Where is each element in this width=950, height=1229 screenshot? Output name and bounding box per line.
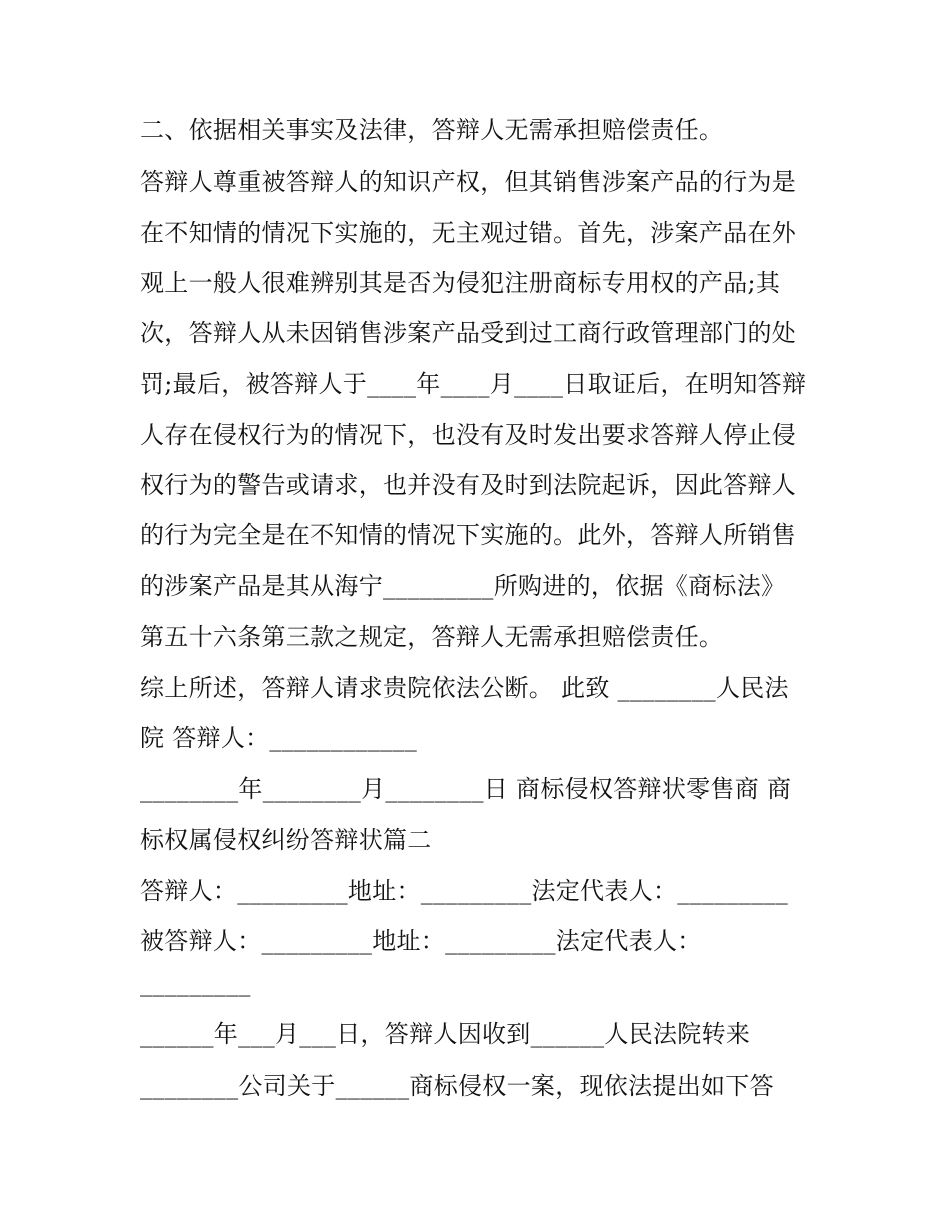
text-line: 答辩人尊重被答辩人的知识产权，但其销售涉案产品的行为是	[140, 168, 797, 196]
text-line: ______年___月___日，答辩人因收到______人民法院转来	[140, 1020, 751, 1048]
text-line: 第五十六条第三款之规定，答辩人无需承担赔偿责任。	[140, 623, 724, 651]
text-line: 次，答辩人从未因销售涉案产品受到过工商行政管理部门的处	[140, 319, 797, 347]
text-line: ________年________月________日 商标侵权答辩状零售商 商	[140, 775, 792, 803]
text-line: ________公司关于______商标侵权一案，现依法提出如下答	[140, 1072, 774, 1100]
text-line: 二、依据相关事实及法律，答辩人无需承担赔偿责任。	[140, 116, 724, 144]
text-line: 的涉案产品是其从海宁_________所购进的，依据《商标法》	[140, 572, 786, 600]
text-line: 被答辩人：_________地址：_________法定代表人：	[140, 927, 702, 955]
text-line: 人存在侵权行为的情况下，也没有及时发出要求答辩人停止侵	[140, 421, 797, 449]
text-line: 院 答辩人：____________	[140, 724, 418, 752]
text-line: 综上所述，答辩人请求贵院依法公断。 此致 ________人民法	[140, 674, 789, 702]
text-line: 的行为完全是在不知情的情况下实施的。此外，答辩人所销售	[140, 521, 797, 549]
text-line: _________	[140, 969, 251, 997]
text-line: 标权属侵权纠纷答辩状篇二	[140, 826, 432, 854]
text-line: 答辩人：_________地址：_________法定代表人：_________	[140, 877, 788, 905]
text-line: 罚;最后，被答辩人于____年____月____日取证后，在明知答辩	[140, 370, 807, 398]
text-line: 观上一般人很难辨别其是否为侵犯注册商标专用权的产品;其	[140, 269, 781, 297]
text-line: 在不知情的情况下实施的，无主观过错。首先，涉案产品在外	[140, 219, 797, 247]
text-line: 权行为的警告或请求，也并没有及时到法院起诉，因此答辩人	[140, 471, 797, 499]
